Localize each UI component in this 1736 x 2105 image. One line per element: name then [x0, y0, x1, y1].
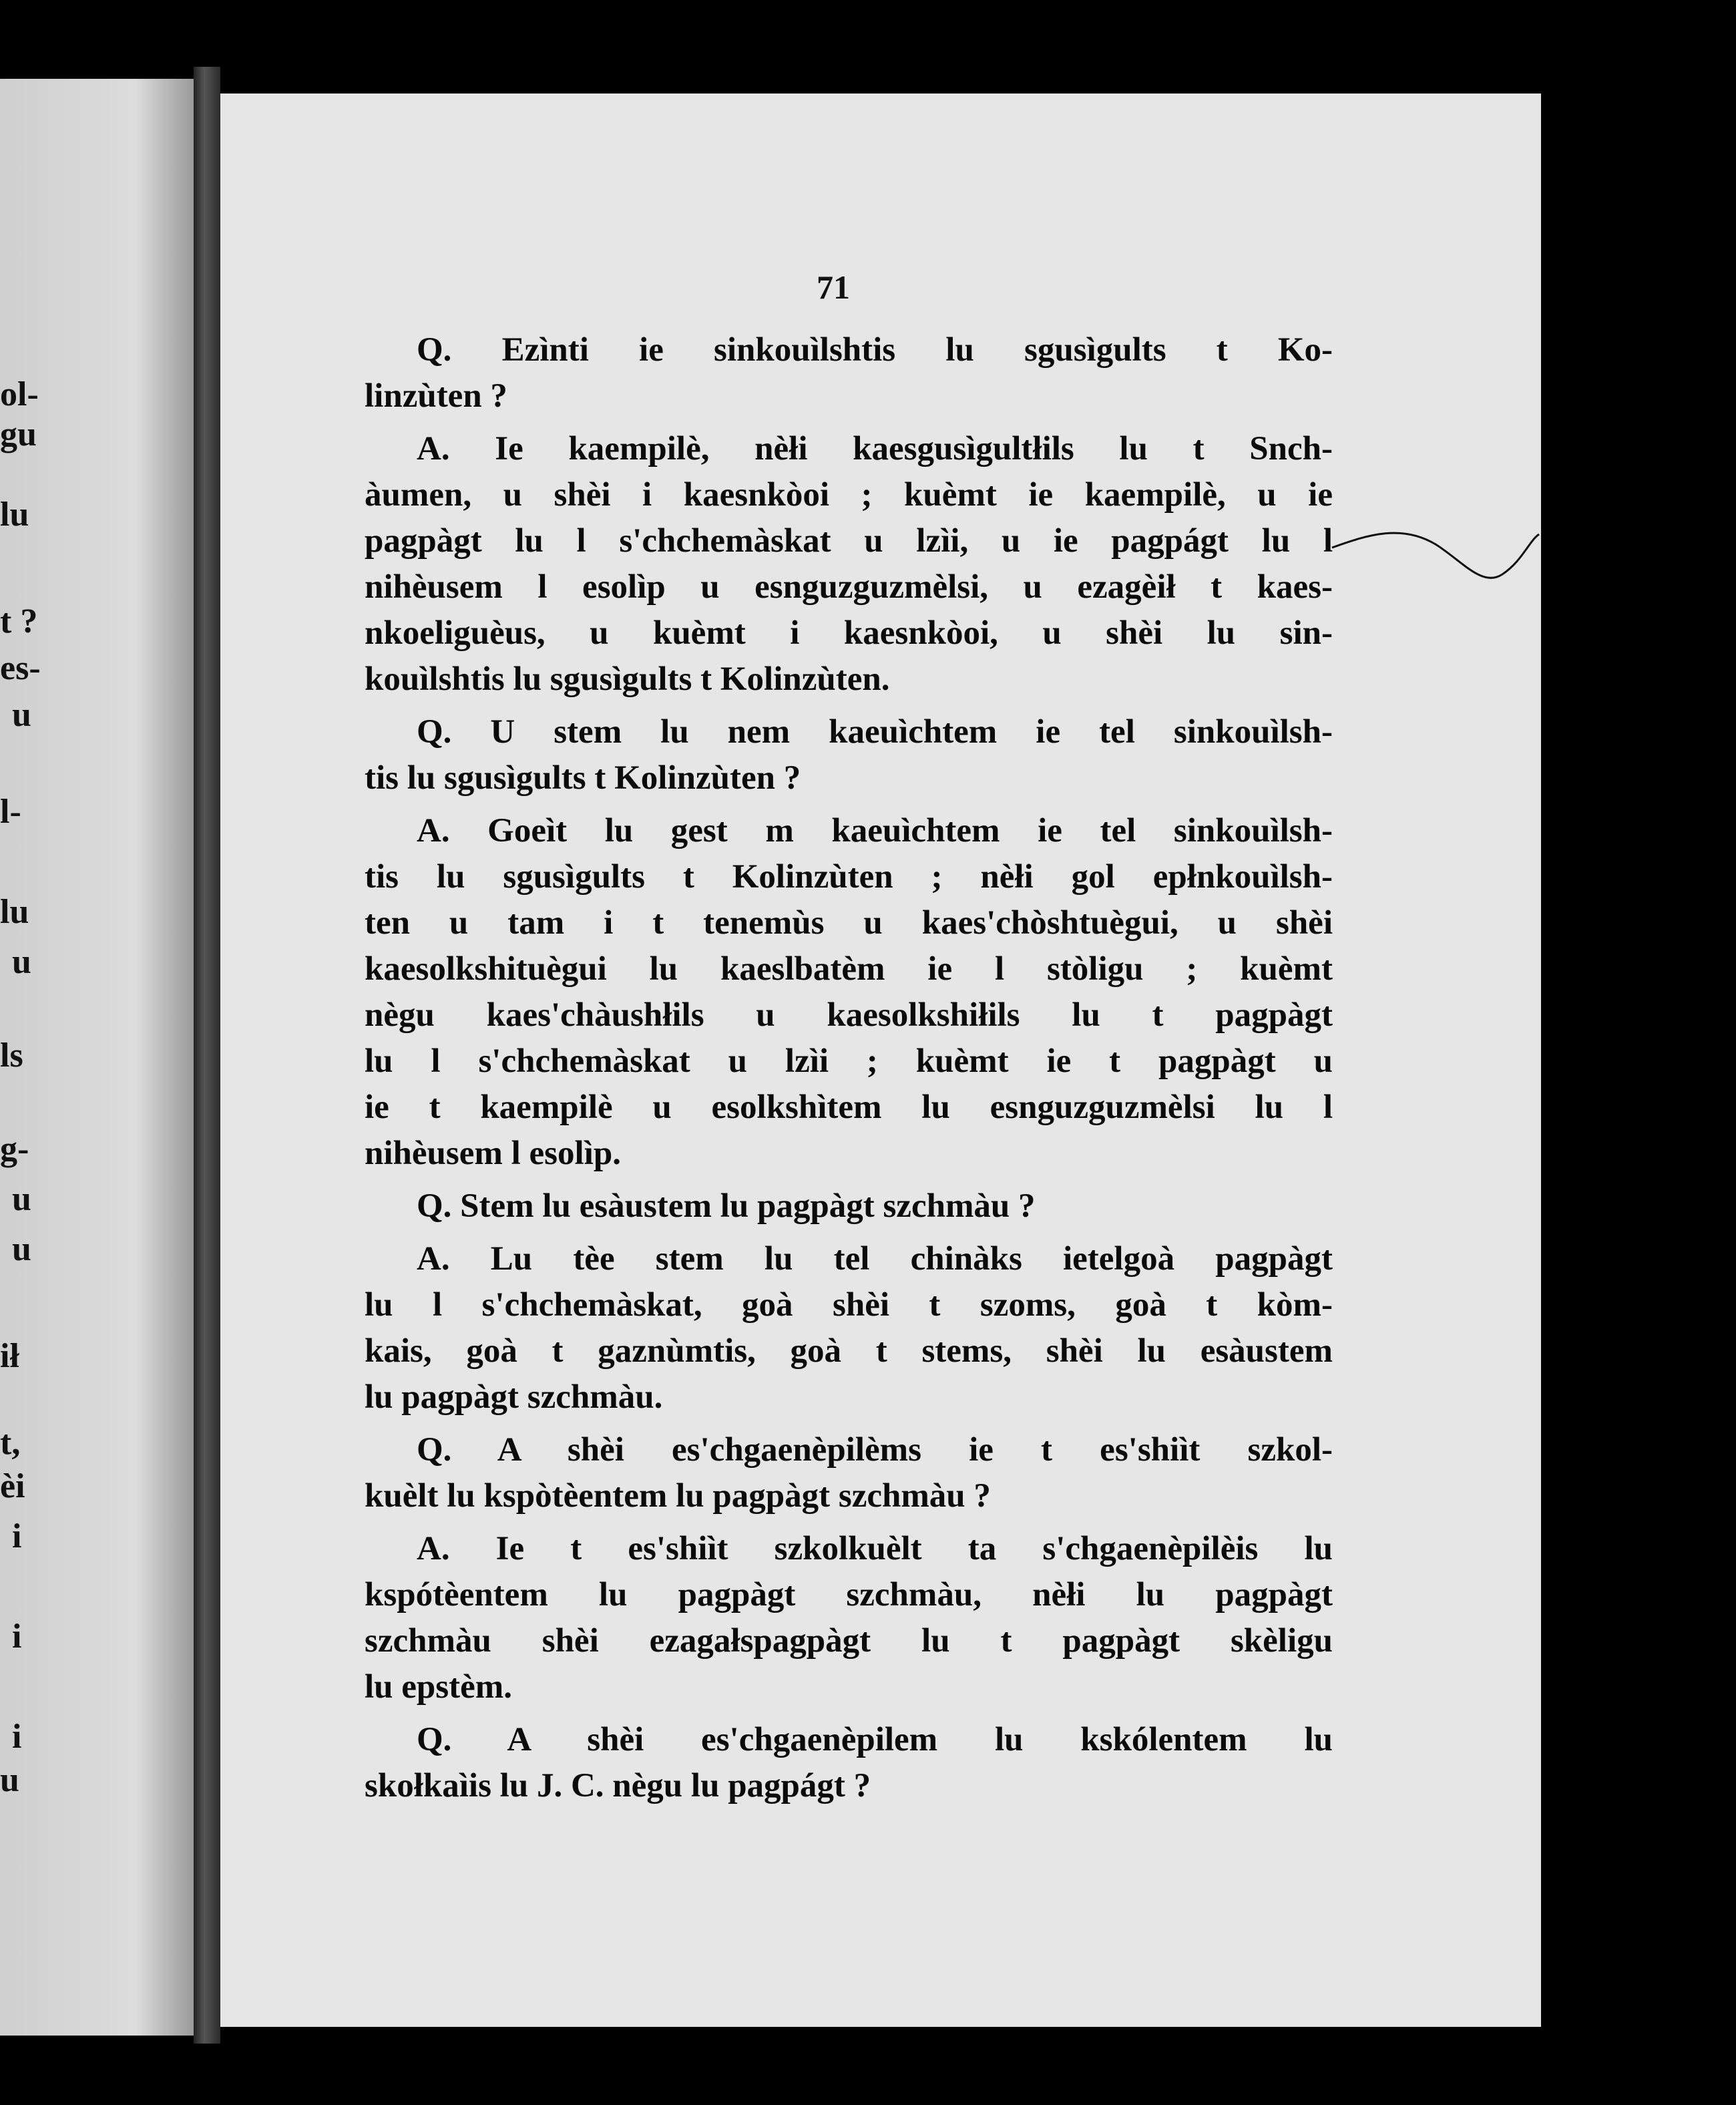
text-line: tis lu sgusìgults t Kolinzùten ?: [365, 759, 801, 797]
text-line: kspótèentem lu pagpàgt szchmàu, nèłi lu pagpàgt: [365, 1576, 1333, 1613]
text-line: ten u tam i t tenemùs u kaes'chòshtuègui, u shèi: [365, 904, 1333, 942]
left-page-text-fragments: [0, 79, 194, 2036]
paragraph: [365, 426, 1333, 703]
text-line: lu epstèm.: [365, 1668, 512, 1706]
text-line: lu l s'chchemàskat u lzìi ; kuèmt ie t pagpàgt u: [365, 1042, 1333, 1080]
catechism-text: [365, 327, 1333, 1816]
left-page-fragment: u: [12, 1230, 31, 1268]
left-page-fragment: u: [12, 696, 31, 734]
left-page-fragment: ił: [0, 1337, 19, 1375]
text-line: nihèusem l esolìp.: [365, 1135, 621, 1172]
left-page-fragment: u: [12, 943, 31, 981]
text-line: A. Ie kaempilè, nèłi kaesgusìgultłils lu t Snch-: [417, 430, 1333, 467]
left-page-fragment: ls: [0, 1036, 23, 1075]
paragraph: [365, 1526, 1333, 1710]
text-line: A. Ie t es'shiìt szkolkuèlt ta s'chgaenèpilèis lu: [417, 1530, 1333, 1567]
left-page-fragment: èi: [0, 1467, 25, 1505]
text-line: Q. U stem lu nem kaeuìchtem ie tel sinkouìlsh-: [417, 713, 1333, 751]
text-line: Q. A shèi es'chgaenèpilèms ie t es'shiìt szkol-: [417, 1431, 1333, 1469]
left-page-fragment: es-: [0, 649, 41, 687]
text-line: kouìlshtis lu sgusìgults t Kolinzùten.: [365, 660, 890, 698]
left-page-fragment: i: [12, 1617, 22, 1656]
text-line: nihèusem l esolìp u esnguzguzmèlsi, u ezagèił t kaes-: [365, 568, 1333, 606]
paragraph: [365, 1427, 1333, 1519]
text-line: nègu kaes'chàushłils u kaesolkshiłils lu t pagpàgt: [365, 996, 1333, 1034]
text-line: tis lu sgusìgults t Kolinzùten ; nèłi gol epłnkouìlsh-: [365, 858, 1333, 896]
text-line: àumen, u shèi i kaesnkòoi ; kuèmt ie kaempilè, u ie: [365, 476, 1333, 514]
text-line: lu pagpàgt szchmàu.: [365, 1378, 663, 1416]
book-gutter: [194, 67, 220, 2044]
margin-pen-mark: [1329, 521, 1542, 594]
left-page-fragment: u: [0, 1761, 19, 1799]
text-line: ie t kaempilè u esolkshìtem lu esnguzguzmèlsi lu l: [365, 1089, 1333, 1126]
left-page-fragment: l-: [0, 793, 21, 831]
left-page-fragment: lu: [0, 496, 29, 534]
left-page-fragment: ol-: [0, 375, 39, 413]
left-page-fragment: u: [12, 1180, 31, 1218]
text-line: linzùten ?: [365, 377, 507, 415]
left-facing-page: [0, 79, 194, 2036]
text-line: Q. A shèi es'chgaenèpilem lu kskólentem lu: [417, 1721, 1333, 1758]
text-line: Q. Stem lu esàustem lu pagpàgt szchmàu ?: [417, 1187, 1036, 1225]
text-line: A. Lu tèe stem lu tel chinàks ietelgoà pagpàgt: [417, 1240, 1333, 1278]
text-line: lu l s'chchemàskat, goà shèi t szoms, goà t kòm-: [365, 1286, 1333, 1324]
left-page-fragment: g-: [0, 1130, 29, 1168]
paragraph: [365, 1717, 1333, 1809]
left-page-fragment: i: [12, 1718, 22, 1756]
paragraph: [365, 709, 1333, 801]
text-line: szchmàu shèi ezagałspagpàgt lu t pagpàgt skèligu: [365, 1622, 1333, 1660]
left-page-fragment: t ?: [0, 602, 38, 640]
text-line: kais, goà t gaznùmtis, goà t stems, shèi lu esàustem: [365, 1332, 1333, 1370]
paragraph: [365, 1183, 1333, 1229]
left-page-fragment: t,: [0, 1424, 21, 1462]
paragraph: [365, 1236, 1333, 1420]
text-line: skołkaìis lu J. C. nègu lu pagpágt ?: [365, 1767, 871, 1804]
left-page-fragment: gu: [0, 415, 37, 453]
text-line: kaesolkshituègui lu kaeslbatèm ie l stòligu ; kuèmt: [365, 950, 1333, 988]
text-line: Q. Ezìnti ie sinkouìlshtis lu sgusìgults t Ko-: [417, 331, 1333, 369]
text-line: nkoeliguèus, u kuèmt i kaesnkòoi, u shèi lu sin-: [365, 614, 1333, 652]
left-page-fragment: i: [12, 1517, 22, 1555]
page-number: 71: [817, 268, 850, 306]
paragraph: [365, 327, 1333, 419]
text-line: pagpàgt lu l s'chchemàskat u lzìi, u ie pagpágt lu l: [365, 522, 1333, 560]
paragraph: [365, 808, 1333, 1177]
left-page-fragment: lu: [0, 893, 29, 931]
text-line: A. Goeìt lu gest m kaeuìchtem ie tel sinkouìlsh-: [417, 812, 1333, 849]
text-line: kuèlt lu kspòtèentem lu pagpàgt szchmàu ?: [365, 1477, 991, 1515]
